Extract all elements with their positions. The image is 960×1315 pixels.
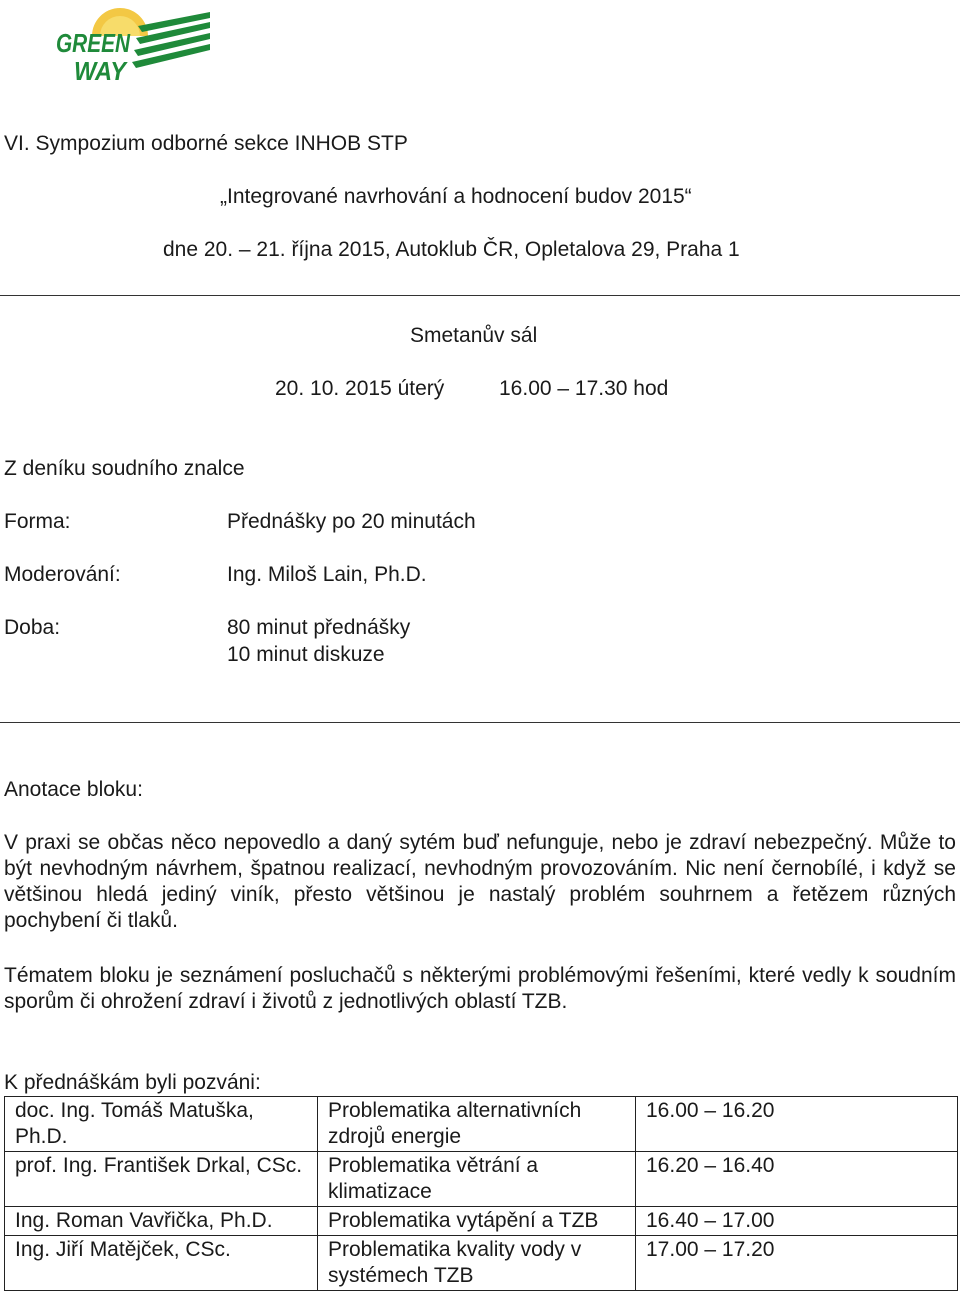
lecture-time: 16.40 – 17.00 (636, 1207, 958, 1236)
lecture-topic: Problematika vytápění a TZB (318, 1207, 636, 1236)
speaker-name: Ing. Jiří Matějček, CSc. (5, 1236, 318, 1291)
session-name: Z deníku soudního znalce (4, 457, 245, 480)
duration-discussion: 10 minut diskuze (227, 643, 385, 666)
table-row (5, 1207, 958, 1236)
annotation-paragraph-2: Tématem bloku je seznámení posluchačů s některými problémovými řešeními, které vedly k soudním sporům či ohrožení zdraví i životů z jednotlivých oblastí TZB. (4, 964, 956, 1013)
form-value: Přednášky po 20 minutách (227, 510, 476, 533)
event-dates: dne 20. – 21. října 2015, Autoklub ČR, Opletalova 29, Praha 1 (163, 238, 740, 261)
road-stripes (132, 12, 210, 68)
event-subtitle: „Integrované navrhování a hodnocení budov 2015“ (220, 185, 692, 208)
lecture-time: 16.00 – 16.20 (636, 1097, 958, 1152)
speaker-name: doc. Ing. Tomáš Matuška, Ph.D. (5, 1097, 318, 1152)
lecture-time: 17.00 – 17.20 (636, 1236, 958, 1291)
divider-middle (0, 722, 960, 723)
table-row (5, 1236, 958, 1291)
annotation-label: Anotace bloku: (4, 778, 143, 801)
session-date: 20. 10. 2015 úterý (275, 377, 445, 400)
invited-label: K přednáškám byli pozváni: (4, 1071, 261, 1094)
divider-top (0, 295, 960, 296)
speaker-name: Ing. Roman Vavřička, Ph.D. (5, 1207, 318, 1236)
session-hall: Smetanův sál (410, 324, 538, 347)
moderator-label: Moderování: (4, 563, 121, 586)
form-label: Forma: (4, 510, 71, 533)
duration-label: Doba: (4, 616, 61, 639)
lecture-topic: Problematika kvality vody v systémech TZB (318, 1236, 636, 1291)
speakers-table (4, 1096, 958, 1291)
event-title: VI. Sympozium odborné sekce INHOB STP (4, 132, 408, 155)
lecture-topic: Problematika alternativních zdrojů energie (318, 1097, 636, 1152)
session-time: 16.00 – 17.30 hod (499, 377, 669, 400)
logo-text-way: WAY (74, 56, 129, 86)
table-row (5, 1097, 958, 1152)
logo-text-green: GREEN (56, 28, 131, 58)
moderator-value: Ing. Miloš Lain, Ph.D. (227, 563, 427, 586)
table-row (5, 1152, 958, 1207)
lecture-time: 16.20 – 16.40 (636, 1152, 958, 1207)
duration-lectures: 80 minut přednášky (227, 616, 411, 639)
speaker-name: prof. Ing. František Drkal, CSc. (5, 1152, 318, 1207)
annotation-paragraph-1: V praxi se občas něco nepovedlo a daný sytém buď nefunguje, nebo je zdraví nebezpečný. Může to být nevhodným návrhem, špatnou realizací, nevhodným provozováním. Nic není černobílé, i když se většinou hledá jediný viník, přesto většinou je nastalý problém souhrnem a řetězem různých pochybení či tlaků. (4, 831, 956, 932)
greenway-logo (52, 6, 212, 86)
lecture-topic: Problematika větrání a klimatizace (318, 1152, 636, 1207)
